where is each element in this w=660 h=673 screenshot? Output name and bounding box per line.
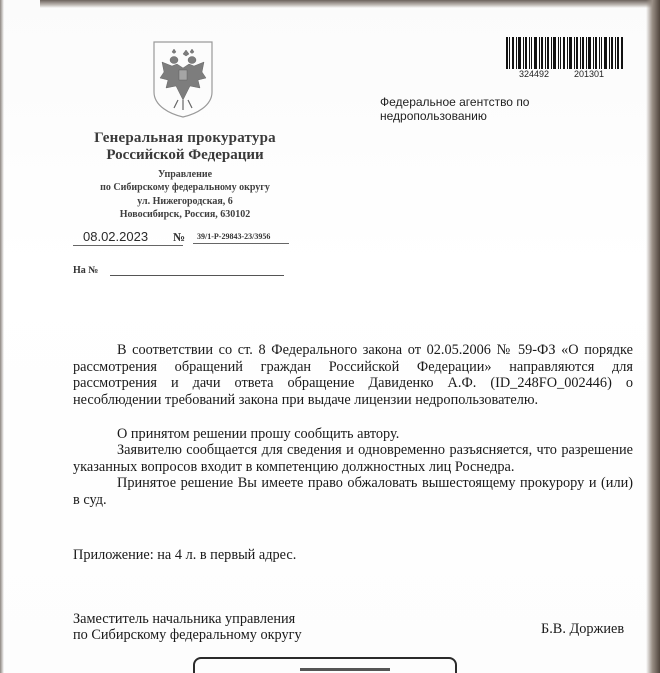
- body-paragraph: Заявителю сообщается для сведения и одновременно разъясняется, что разрешение указанных вопросов входит в компетенцию должностных лиц Роснедра.: [73, 442, 633, 475]
- barcode-icon: [506, 37, 624, 69]
- barcode-number: 324492: [519, 69, 550, 79]
- signer-title-line: Заместитель начальника управления: [73, 611, 296, 627]
- paper-top-shadow: [40, 0, 660, 8]
- signer-title-line: по Сибирскому федеральному округу: [73, 627, 302, 643]
- in-reply-label: На №: [73, 265, 99, 276]
- body-paragraph: В соответствии со ст. 8 Федерального закона от 02.05.2006 № 59-ФЗ «О порядке рассмотрения обращений граждан Российской Федерации» направляются для рассмотрения и дачи ответа обращение Давиденко А.Ф. (ID_248FO_002446) о несоблюдении требований закона при выдаче лицензии недропользователю.: [73, 342, 633, 408]
- paper-left-shadow: [0, 0, 4, 673]
- signer-title: [73, 611, 302, 643]
- stamp-text-mark: [300, 668, 390, 671]
- department-line: Управление: [157, 169, 213, 180]
- department-line: по Сибирскому федеральному округу: [100, 182, 270, 193]
- body-paragraph: Принятое решение Вы имеете право обжаловать вышестоящему прокурору и (или) в суд.: [73, 475, 633, 508]
- org-title: Генеральная прокуратура: [94, 130, 276, 146]
- address-city: Новосибирск, Россия, 630102: [119, 209, 251, 220]
- letter-date: 08.02.2023: [73, 229, 183, 246]
- attachment-note: Приложение: на 4 л. в первый адрес.: [73, 547, 297, 563]
- reference-number: 39/1-Р-29843-23/3956: [193, 232, 289, 244]
- org-subtitle: Российской Федерации: [106, 147, 264, 163]
- addressee: [380, 95, 580, 123]
- body-paragraph: О принятом решении прошу сообщить автору.: [117, 426, 400, 442]
- paper-right-shadow: [646, 0, 660, 673]
- addressee-line: Федеральное агентство по: [380, 95, 530, 109]
- number-sign: №: [173, 230, 186, 244]
- addressee-line: недропользованию: [380, 109, 487, 123]
- address-street: ул. Нижегородская, 6: [137, 196, 233, 207]
- barcode-number: 201301: [574, 69, 605, 79]
- in-reply-underline: [110, 275, 284, 276]
- coat-of-arms-icon: [150, 40, 216, 118]
- signer-name: Б.В. Доржиев: [541, 621, 625, 637]
